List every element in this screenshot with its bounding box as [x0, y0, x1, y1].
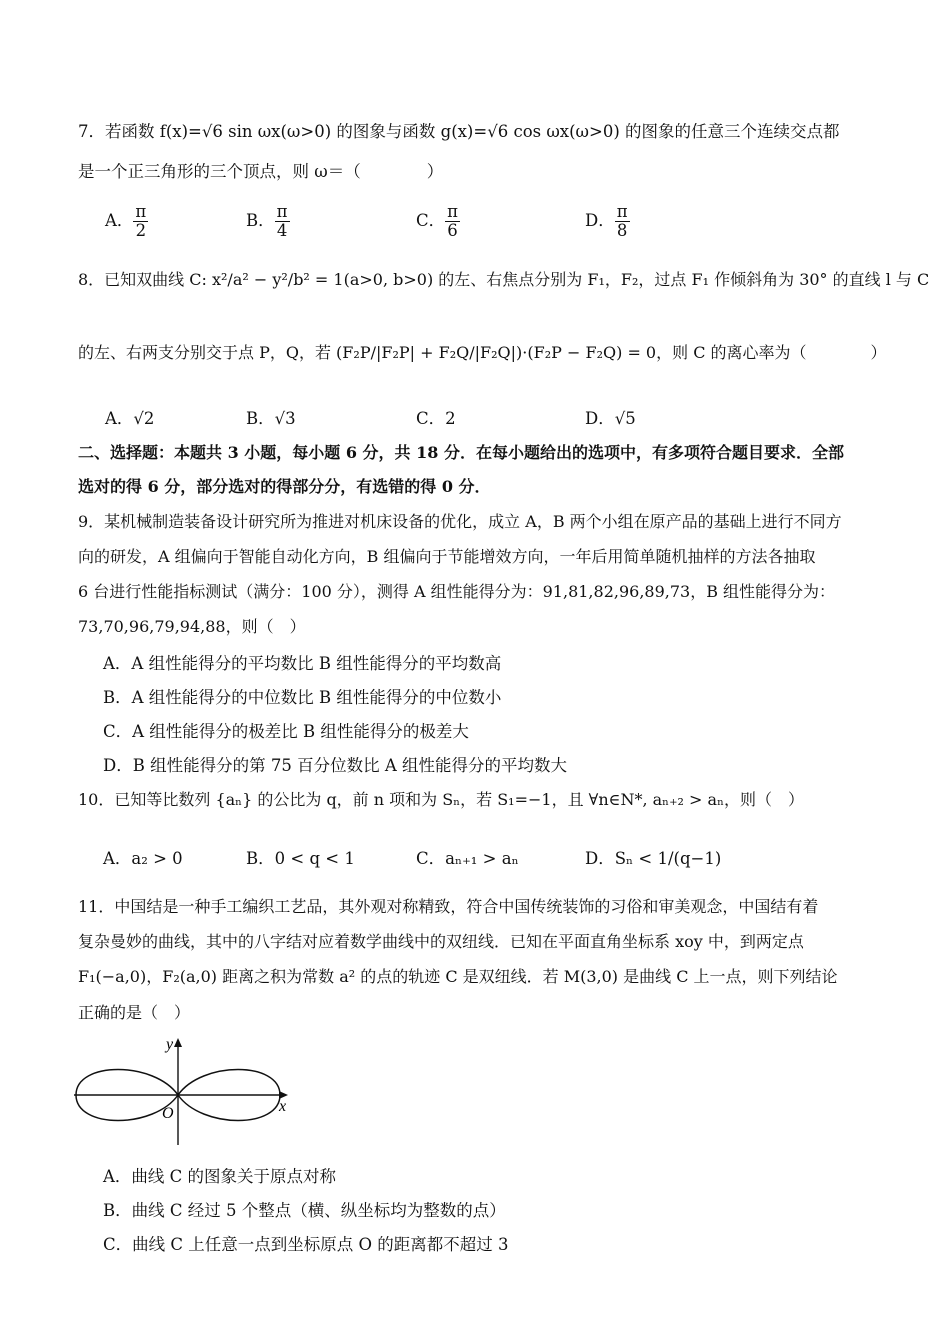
lemniscate-figure	[72, 1033, 302, 1148]
q9-option-b[interactable]: B．A 组性能得分的中位数比 B 组性能得分的中位数小	[103, 688, 502, 707]
q8-option-c[interactable]: C．2	[416, 409, 456, 428]
q11-option-a[interactable]: A．曲线 C 的图象关于原点对称	[103, 1167, 337, 1186]
q8-stem-line1: 8．已知双曲线 C: x²/a² − y²/b² = 1(a>0, b>0) 的左、右焦点分别为 F₁，F₂，过点 F₁ 作倾斜角为 30° 的直线 l 与 C	[78, 270, 930, 289]
y-axis-arrow-icon	[174, 1038, 182, 1047]
q9-stem-line4: 73,70,96,79,94,88，则（ ）	[78, 617, 306, 636]
q11-stem-line1: 11．中国结是一种手工编织工艺品，其外观对称精致，符合中国传统装饰的习俗和审美观念，中国结有着	[78, 897, 819, 916]
q11-stem-line4: 正确的是（ ）	[78, 1003, 191, 1022]
x-axis-label: x	[279, 1098, 287, 1115]
q11-stem-line2: 复杂曼妙的曲线，其中的八字结对应着数学曲线中的双纽线．已知在平面直角坐标系 xoy 中，到两定点	[78, 932, 804, 951]
q7-option-a[interactable]: A． $\frac{\pi}{2}$	[105, 202, 147, 241]
q7-option-b[interactable]: B． $\frac{\pi}{4}$	[246, 202, 288, 241]
q10-option-d[interactable]: D．Sₙ < 1/(q−1)	[585, 849, 722, 868]
q9-option-a[interactable]: A．A 组性能得分的平均数比 B 组性能得分的平均数高	[103, 654, 502, 673]
section2-line1: 二、选择题：本题共 3 小题，每小题 6 分，共 18 分．在每小题给出的选项中，有多项符合题目要求．全部	[78, 443, 844, 462]
q8-option-b[interactable]: B．√3	[246, 409, 296, 428]
q8-option-d[interactable]: D．√5	[585, 409, 636, 428]
q9-stem-line1: 9．某机械制造装备设计研究所为推进对机床设备的优化，成立 A，B 两个小组在原产品的基础上进行不同方	[78, 512, 842, 531]
y-axis-label: y	[166, 1036, 174, 1053]
q8-stem-line2: 的左、右两支分别交于点 P，Q，若 (F₂P/|F₂P| + F₂Q/|F₂Q|)·(F₂P − F₂Q) = 0，则 C 的离心率为（ ）	[78, 343, 887, 362]
q7-stem-line1: 7．若函数 f(x)=√6 sin ωx(ω>0) 的图象与函数 g(x)=√6 cos ωx(ω>0) 的图象的任意三个连续交点都	[78, 122, 840, 141]
q8-option-a[interactable]: A．√2	[105, 409, 155, 428]
q9-option-d[interactable]: D．B 组性能得分的第 75 百分位数比 A 组性能得分的平均数大	[103, 756, 567, 775]
q7-option-c[interactable]: C． $\frac{\pi}{6}$	[416, 202, 458, 241]
q10-option-a[interactable]: A．a₂ > 0	[103, 849, 183, 868]
q10-option-c[interactable]: C．aₙ₊₁ > aₙ	[416, 849, 519, 868]
q11-option-b[interactable]: B．曲线 C 经过 5 个整点（横、纵坐标均为整数的点）	[103, 1201, 506, 1220]
q11-stem-line3: F₁(−a,0)，F₂(a,0) 距离之积为常数 a² 的点的轨迹 C 是双纽线．若 M(3,0) 是曲线 C 上一点，则下列结论	[78, 967, 838, 986]
q11-option-c[interactable]: C．曲线 C 上任意一点到坐标原点 O 的距离都不超过 3	[103, 1235, 509, 1254]
q9-stem-line2: 向的研发，A 组偏向于智能自动化方向，B 组偏向于节能增效方向，一年后用简单随机抽样的方法各抽取	[78, 547, 816, 566]
origin-label: O	[162, 1105, 174, 1122]
q10-option-b[interactable]: B．0 < q < 1	[246, 849, 355, 868]
q9-stem-line3: 6 台进行性能指标测试（满分：100 分），测得 A 组性能得分为：91,81,82,96,89,73，B 组性能得分为：	[78, 582, 836, 601]
q9-option-c[interactable]: C．A 组性能得分的极差比 B 组性能得分的极差大	[103, 722, 469, 741]
section2-line2: 选对的得 6 分，部分选对的得部分分，有选错的得 0 分．	[78, 477, 491, 496]
q7-option-d[interactable]: D． $\frac{\pi}{8}$	[585, 202, 628, 241]
q10-stem: 10．已知等比数列 {aₙ} 的公比为 q，前 n 项和为 Sₙ，若 S₁=−1，且 ∀n∈N*, aₙ₊₂ > aₙ，则（ ）	[78, 790, 805, 809]
q7-stem-line2: 是一个正三角形的三个顶点，则 ω＝（ ）	[78, 162, 444, 181]
